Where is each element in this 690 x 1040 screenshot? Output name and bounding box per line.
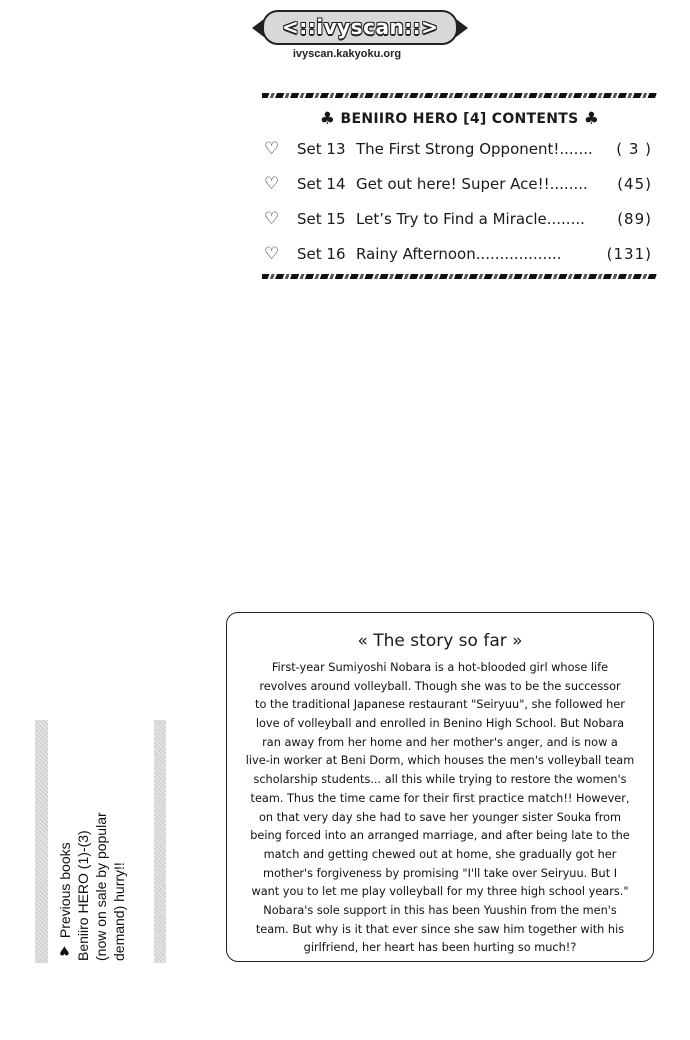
contents-entry — [262, 206, 657, 241]
story-text — [239, 659, 641, 958]
entry-set: Set 13 — [297, 140, 346, 158]
entry-title: Rainy Afternoon.................. — [356, 245, 562, 263]
story-line: love of volleyball and enrolled in Benino High School. But Nobara — [255, 717, 625, 731]
story-line: ran away from her home and her mother's anger, and is now a — [262, 735, 618, 749]
previous-books-line: Beniiro HERO (1)-(3) — [75, 830, 91, 961]
story-line: mother's forgiveness by promising "I'll take over Seiryuu. But I — [262, 866, 618, 880]
previous-books-panel — [35, 720, 166, 963]
divider-top — [262, 93, 657, 98]
contents-title — [262, 109, 657, 129]
contents-entry — [262, 171, 657, 206]
contents-title-text: BENIIRO HERO [4] CONTENTS — [340, 111, 579, 127]
story-line: team. But why is it that ever since she saw him together with his — [255, 922, 625, 936]
contents-list — [262, 136, 657, 276]
entry-set: Set 16 — [297, 245, 346, 263]
contents-entry — [262, 136, 657, 171]
logo-url: ivyscan.kakyoku.org — [292, 48, 402, 60]
story-title: « The story so far » — [357, 631, 523, 651]
scanlator-logo — [262, 10, 439, 60]
previous-books-inner — [48, 720, 154, 963]
entry-page: ( 3 ) — [616, 140, 652, 158]
story-line: girlfriend, her heart has been hurting so much!? — [303, 941, 577, 955]
entry-page: (45) — [617, 175, 652, 193]
heart-filled-icon: ♥ — [55, 942, 74, 961]
entry-set: Set 15 — [297, 210, 346, 228]
previous-books-text — [56, 722, 152, 961]
previous-books-line — [56, 722, 74, 961]
story-line: scholarship students... all this while trying to restore the women's — [253, 773, 627, 787]
entry-page: (89) — [617, 210, 652, 228]
story-line: live-in worker at Beni Dorm, which houses the men's volleyball team — [245, 754, 635, 768]
story-line: First-year Sumiyoshi Nobara is a hot-blooded girl whose life — [271, 661, 609, 674]
heart-icon: ♡ — [264, 244, 280, 264]
story-line: being forced into an arranged marriage, and after being late to the — [250, 829, 630, 843]
story-line: on that very day she had to save her younger sister Souka from — [258, 810, 622, 824]
club-icon: ♣ — [583, 109, 600, 129]
story-line: Nobara's sole support in this has been Yuushin from the men's — [263, 903, 617, 917]
club-icon: ♣ — [319, 109, 336, 129]
previous-books-label: Previous books — [57, 842, 73, 939]
story-line: revolves around volleyball. Though she was to be the successor — [259, 679, 621, 693]
heart-icon: ♡ — [264, 139, 280, 159]
entry-title: The First Strong Opponent!....... — [356, 140, 593, 158]
heart-icon: ♡ — [264, 209, 280, 229]
divider-bottom — [262, 274, 657, 279]
heart-icon: ♡ — [264, 174, 280, 194]
story-line: team. Thus the time came for their first practice match!! However, — [250, 791, 630, 805]
contents-entry — [262, 241, 657, 276]
previous-books-line: (now on sale by popular — [93, 812, 109, 961]
previous-books-line: demand) hurry!! — [111, 862, 127, 961]
story-line: want you to let me play volleyball for my three high school years." — [251, 885, 629, 899]
entry-title: Get out here! Super Ace!!........ — [356, 175, 588, 193]
story-line: match and getting chewed out at home, she gradually got her — [263, 847, 617, 861]
entry-set: Set 14 — [297, 175, 346, 193]
story-line: to the traditional Japanese restaurant "Seiryuu", she followed her — [255, 698, 625, 712]
entry-title: Let’s Try to Find a Miracle........ — [356, 210, 585, 228]
entry-page: (131) — [606, 245, 652, 263]
logo-badge: <::ivyscan::> — [262, 10, 458, 45]
story-so-far-box — [226, 612, 654, 962]
